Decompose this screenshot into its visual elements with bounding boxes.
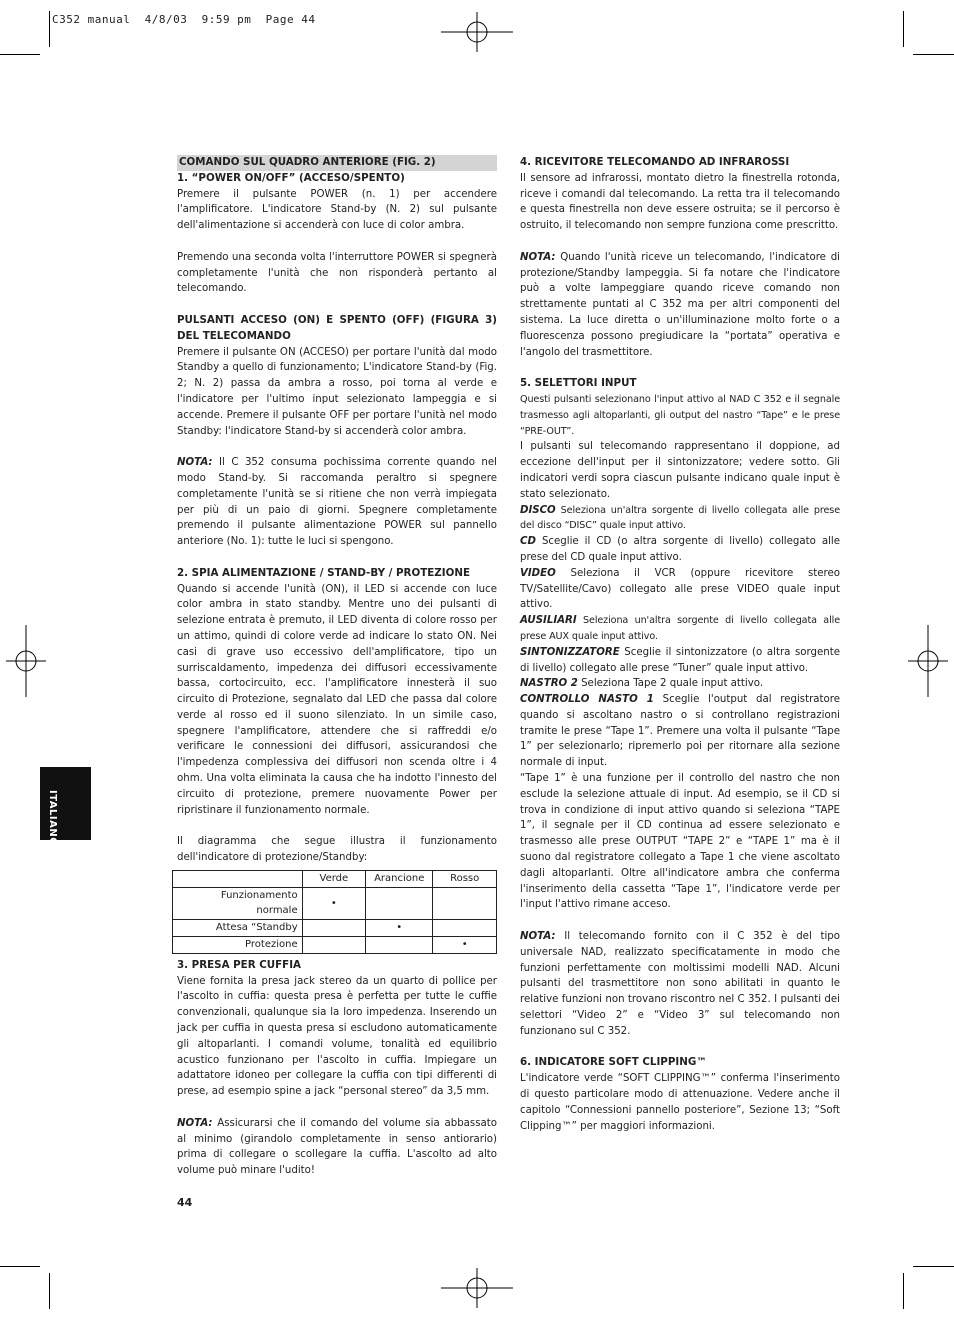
input-label: CD (520, 536, 536, 548)
paragraph: Premendo una seconda volta l'interruttore POWER si spegnerà completamente l'unità che non risponderà pertanto al telecomando. (177, 251, 497, 295)
table-cell (366, 937, 433, 954)
table-header-row (173, 870, 497, 887)
note-text: Assicurarsi che il comando del volume sia abbassato al minimo (girandolo completamente in senso antiorario) prima di collegare o scollegare la cuffia. L'ascolto ad alto volume può minare l'udito! (177, 1117, 497, 1177)
registration-mark-left (6, 625, 46, 697)
table-cell: • (302, 887, 365, 920)
print-slug: C352 manual 4/8/03 9:59 pm Page 44 (52, 13, 316, 26)
heading-input-selectors: 5. SELETTORI INPUT (520, 377, 637, 390)
note-label: NOTA: (520, 251, 556, 263)
table-row (173, 937, 497, 954)
input-ausiliari (520, 613, 840, 645)
input-label: DISCO (520, 504, 556, 516)
input-desc: Seleziona il VCR (oppure ricevitore stereo TV/Satellite/Cavo) collegato alle prese VIDEO quale input attivo. (520, 567, 840, 611)
table-header: Rosso (433, 870, 497, 887)
language-tab-label: ITALIANO (47, 790, 58, 847)
heading-soft-clipping: 6. INDICATORE SOFT CLIPPING™ (520, 1056, 707, 1069)
note-paragraph (177, 455, 497, 550)
paragraph: Questi pulsanti selezionano l'input attivo al NAD C 352 e il segnale trasmesso agli altoparlanti, gli output del nastro “Tape” e le prese “PRE-OUT”. (520, 393, 840, 437)
note-label: NOTA: (520, 931, 556, 943)
table-cell: Protezione (173, 937, 303, 954)
paragraph: Quando si accende l'unità (ON), il LED si accende con luce color ambra in stato standby. Mentre uno dei pulsanti di selezione entrata è premuto, il LED diventa di colore rosso per un attimo, quindi di colore verde ad indicare lo stato ON. Nei casi di grave uso eccessivo dell'amplificatore, tipo un surriscaldamento, impedenza dei diffusori eccessivamente bassa, cortocircuito, ecc. l'amplificatore innesterà il suo circuito di Protezione, segnalato dal LED che passa dal colore verde al rosso ed il suono silenziato. In un simile caso, spegnere l'amplificatore, attendere che si raffreddi e/o verificare le connessioni dei diffusori, assicurandosi che l'impedenza complessiva dei diffusori non scenda oltre i 4 ohm. Una volta eliminata la causa che ha indotto l'innesto del circuito di protezione, premere nuovamente Power per ripristinare il funzionamento normale. (177, 583, 497, 816)
input-desc: Seleziona un'altra sorgente di livello collegata alle prese AUX quale input attivo. (520, 615, 840, 642)
table-row (173, 887, 497, 920)
paragraph: “Tape 1” è una funzione per il controllo del nastro che non esclude la selezione attuale di input. Ad esempio, se il CD si trova in condizione di input attivo quando si seleziona “TAPE 1”, il segnale per il CD continua ad essere selezionato e trasmesso alle prese OUTPUT “TAPE 2” e “TAPE 1” ma è il suono dal registratore collegato a Tape 1 che viene ascoltato dagli altoparlanti. Oltre all'indicatore ambra che conferma l'inserimento della cassetta “Tape 1”, l'indicatore verde per l'input l'attivo rimane acceso. (520, 773, 840, 911)
note-label: NOTA: (177, 1117, 213, 1129)
registration-mark-bottom (441, 1268, 513, 1308)
paragraph: Premere il pulsante POWER (n. 1) per accendere l'amplificatore. L'indicatore Stand-by (N. 2) sul pulsante dell'alimentazione si accenderà con luce di color ambra. (177, 188, 497, 232)
note-text: Il telecomando fornito con il C 352 è del tipo universale NAD, realizzato specificatamente in modo che funzioni perfettamente con moltissimi modelli NAD. Alcuni pulsanti del trasmettitore non sono abilitati in quanto le relative funzioni non trovano riscontro nel C 352. I pulsanti dei selettori “Video 2” e “Video 3” sul telecomando non funzionano sul C 352. (520, 931, 840, 1037)
input-cd (520, 534, 840, 566)
heading-remote-on-off: PULSANTI ACCESO (ON) E SPENTO (OFF) (FIGURA 3) DEL TELECOMANDO (177, 313, 497, 342)
note-paragraph (177, 1116, 497, 1179)
right-column (520, 155, 840, 1134)
table-cell: • (433, 937, 497, 954)
heading-power: 1. “POWER ON/OFF” (ACCESO/SPENTO) (177, 171, 405, 184)
input-desc: Sceglie l'output dal registratore quando si ascoltano nastro o si controllano registrazioni tramite le prese “Tape 1”. Premere una volta il pulsante “Tape 1” per selezionarlo; ripremerlo poi per ritornare alla sezione normale di input. (520, 694, 841, 769)
input-label: VIDEO (520, 567, 556, 579)
note-paragraph (520, 250, 840, 361)
note-text: Quando l'unità riceve un telecomando, l'indicatore di protezione/Standby lampeggia. Si fa notare che l'indicatore può a volte lampeggiare quando riceve comando non strettamente puntati al C 352 ma per altri componenti del sistema. La luce diretta o un'illuminazione molto forte o a fluorescenza possono pregiudicare la “portata” operativa e l'angolo del trasmettitore. (520, 251, 840, 358)
paragraph: L'indicatore verde “SOFT CLIPPING™” conferma l'inserimento di questo particolare modo di attenuazione. Vedere anche il capitolo “Connessioni pannello posteriore”, Sezione 13; “Soft Clipping™” per maggiori informazioni. (520, 1073, 840, 1132)
registration-mark-top (441, 12, 513, 52)
table-cell (433, 920, 497, 937)
input-video (520, 566, 840, 613)
input-label: CONTROLLO NASTO 1 (520, 694, 654, 706)
heading-ir-receiver: 4. RICEVITORE TELECOMANDO AD INFRAROSSI (520, 156, 790, 168)
input-label: AUSILIARI (520, 615, 577, 627)
heading-headphones: 3. PRESA PER CUFFIA (177, 958, 302, 971)
left-column (177, 155, 497, 1179)
paragraph: Premere il pulsante ON (ACCESO) per portare l'unità dal modo Standby a quello di funzionamento; L'indicatore Stand-by (Fig. 2; N. 2) passa da ambra a rosso, poi torna al verde e l'indicatore per l'ultimo input selezionato lampeggia e si accende. Premere il pulsante OFF per portare l'unità nel modo Standby: l'indicatore Stand-by si accenderà color ambra. (177, 346, 497, 437)
table-cell: • (366, 920, 433, 937)
input-label: NASTRO 2 (520, 678, 578, 690)
heading-power-led: 2. SPIA ALIMENTAZIONE / STAND-BY / PROTEZIONE (177, 566, 470, 579)
input-nastro2 (520, 676, 840, 692)
table-cell: Attesa “Standby (173, 920, 303, 937)
paragraph: Il sensore ad infrarossi, montato dietro la finestrella rotonda, riceve i comandi dal telecomando. La retta tra il telecomando e questa finestrella non deve essere ostruita; se il percorso è ostruito, il telecomando non sempre funziona come prescritto. (520, 172, 840, 232)
page-number: 44 (177, 1196, 193, 1209)
input-desc: Sceglie il CD (o altra sorgente di livello) collegato alle prese del CD quale input attivo. (520, 536, 840, 563)
table-header (173, 870, 303, 887)
table-cell (302, 920, 365, 937)
table-header: Verde (302, 870, 365, 887)
note-label: NOTA: (177, 457, 213, 469)
table-cell (302, 937, 365, 954)
input-sintonizzatore (520, 645, 840, 677)
note-text: Il C 352 consuma pochissima corrente quando nel modo Stand-by. Si raccomanda peraltro si spegnere completamente l'unità se si ritiene che non verrà impiegata per più di un paio di giorni. Spegnere completamente premendo il pulsante alimentazione POWER sul pannello anteriore (No. 1): tutte le luci si spengono. (177, 457, 497, 548)
input-disco (520, 503, 840, 535)
table-header: Arancione (366, 870, 433, 887)
registration-mark-right (908, 625, 948, 697)
paragraph: Il diagramma che segue illustra il funzionamento dell'indicatore di protezione/Standby: (177, 836, 497, 864)
input-label: SINTONIZZATORE (520, 646, 620, 658)
paragraph: Viene fornita la presa jack stereo da un quarto di pollice per l'ascolto in cuffia: questa presa è perfetta per tutte le cuffie convenzionali, qualunque sia la loro impedenza. Inserendo un jack per cuffia in questa presa si escludono automaticamente gli altoparlanti. I comandi volume, tonalità ed equilibrio acustico funzionano per l'ascolto in cuffia. Impiegare un adattatore idoneo per collegare la cuffia con tipi differenti di prese, ad esempio spine a jack “personal stereo” da 3,5 mm. (177, 975, 497, 1098)
section-title: COMANDO SUL QUADRO ANTERIORE (FIG. 2) (177, 155, 497, 171)
input-desc: Sceglie il sintonizzatore (o altra sorgente di livello) collegato alle prese “Tuner” quale input attivo. (520, 646, 840, 674)
table-cell (433, 887, 497, 920)
paragraph: I pulsanti sul telecomando rappresentano il doppione, ad eccezione dell'input per il sintonizzatore; vedere sotto. Gli indicatori verdi sopra ciascun pulsante indicano quale input è stato selezionato. (520, 441, 840, 500)
indicator-table (172, 870, 497, 954)
input-desc: Seleziona Tape 2 quale input attivo. (577, 678, 764, 690)
note-paragraph (520, 929, 840, 1040)
table-cell (366, 887, 433, 920)
table-row (173, 920, 497, 937)
input-controllo-nastro (520, 692, 840, 771)
table-cell: Funzionamento normale (173, 887, 303, 920)
input-desc: Seleziona un'altra sorgente di livello collegata alle prese del disco “DISC” quale input attivo. (520, 504, 840, 532)
